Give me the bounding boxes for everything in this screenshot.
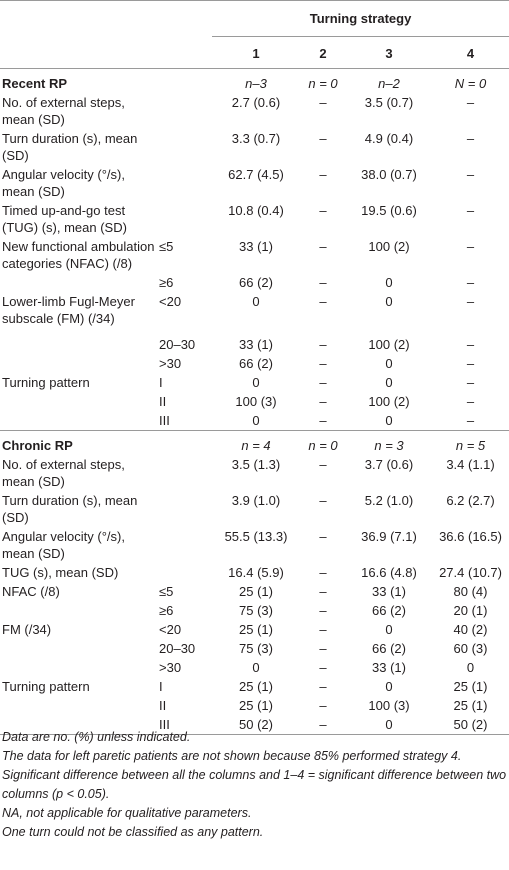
table-cell: – — [319, 375, 327, 390]
footnote: The data for left paretic patients are not shown because 85% performed strategy 4. — [2, 749, 462, 763]
table-row — [0, 328, 509, 354]
table-cell: – — [300, 715, 346, 735]
table-cell: – — [319, 660, 327, 675]
table-cell: – — [466, 275, 475, 290]
table-cell: 0 — [252, 660, 260, 675]
sample-size: n = 0 — [308, 76, 338, 91]
table-cell: 100 (3) — [368, 698, 410, 713]
table-cell: – — [319, 294, 327, 309]
table-cell: 0 — [385, 679, 393, 694]
column-header: 1 — [212, 37, 300, 69]
table-cell: – — [319, 95, 327, 110]
table-cell: – — [319, 493, 327, 508]
table-cell: – — [319, 457, 327, 472]
row-label — [0, 392, 155, 411]
table-cell: – — [319, 413, 327, 428]
table-cell: 5.2 (1.0) — [364, 493, 414, 508]
table-cell: 62.7 (4.5) — [228, 167, 284, 182]
table-cell: 55.5 (13.3) — [224, 529, 288, 544]
row-sublabel: <20 — [159, 622, 182, 637]
row-label — [0, 658, 155, 677]
table-cell: 40 (2) — [453, 622, 488, 637]
row-sublabel: ≤5 — [159, 239, 174, 254]
row-sublabel: I — [159, 375, 163, 390]
row-sublabel: II — [159, 698, 167, 713]
table-row — [0, 237, 509, 273]
table-cell: – — [466, 167, 475, 182]
table-cell: 33 (1) — [239, 239, 273, 254]
row-label — [0, 411, 155, 431]
row-sublabel — [155, 165, 212, 201]
row-label: Turn duration (s), mean (SD) — [2, 493, 138, 525]
table-cell: 36.6 (16.5) — [439, 529, 502, 544]
row-sublabel: II — [159, 394, 167, 409]
table-cell: 3.5 (1.3) — [231, 457, 281, 472]
table-cell: 2.7 (0.6) — [231, 95, 281, 110]
sample-size: N = 0 — [454, 76, 487, 91]
column-header: 2 — [300, 37, 346, 69]
row-label: Turning pattern — [2, 679, 90, 694]
table-cell: – — [466, 131, 475, 146]
table-cell: 75 (3) — [239, 641, 273, 656]
table-cell: – — [319, 603, 327, 618]
table-cell: – — [466, 203, 475, 218]
row-label — [0, 601, 155, 620]
table-cell: 66 (2) — [239, 356, 273, 371]
sample-size: n = 0 — [300, 431, 346, 456]
recent-section-row — [0, 69, 509, 94]
table-cell: – — [466, 95, 475, 110]
table-cell: 66 (2) — [372, 603, 406, 618]
table-cell: – — [319, 529, 327, 544]
table-cell: 0 — [385, 375, 393, 390]
row-label: No. of external steps, mean (SD) — [2, 457, 125, 489]
table-cell: 0 — [466, 660, 475, 675]
section-title: Chronic RP — [0, 431, 212, 456]
table-row — [0, 129, 509, 165]
table-cell: – — [319, 203, 327, 218]
row-sublabel: III — [155, 715, 212, 735]
table-cell: 16.4 (5.9) — [228, 565, 284, 580]
table-cell: 60 (3) — [453, 641, 488, 656]
footnote: Significant difference between all the columns and 1–4 = significant difference between two columns (p < 0.05). — [2, 768, 507, 801]
table-cell: – — [466, 239, 475, 254]
sample-size: n = 3 — [346, 431, 432, 456]
table-cell: – — [319, 275, 327, 290]
table-cell: – — [466, 356, 475, 371]
table-cell: – — [319, 641, 327, 656]
row-sublabel — [155, 129, 212, 165]
table-cell: 100 (2) — [368, 337, 410, 352]
row-sublabel — [155, 527, 212, 563]
table-cell: – — [466, 294, 475, 309]
table-row — [0, 292, 509, 328]
row-sublabel: ≤5 — [159, 584, 174, 599]
table-cell: – — [466, 394, 475, 409]
table-cell: 0 — [385, 356, 393, 371]
table-row — [0, 201, 509, 237]
chronic-section-row — [0, 431, 509, 456]
row-sublabel: III — [159, 413, 170, 428]
row-label: Angular velocity (°/s), mean (SD) — [2, 167, 125, 199]
row-sublabel: <20 — [159, 294, 182, 309]
row-sublabel: 20–30 — [159, 337, 196, 352]
table-cell: – — [319, 679, 327, 694]
sample-size: n = 5 — [432, 431, 509, 456]
table-cell: 25 (1) — [453, 679, 488, 694]
table-cell: 3.9 (1.0) — [231, 493, 281, 508]
row-sublabel — [155, 563, 212, 582]
header-columns-row — [0, 37, 509, 69]
table-cell: 36.9 (7.1) — [361, 529, 417, 544]
table-row — [0, 527, 509, 563]
footnote: Data are no. (%) unless indicated. — [2, 730, 191, 744]
table-row — [0, 93, 509, 129]
row-label: Angular velocity (°/s), mean (SD) — [2, 529, 125, 561]
row-sublabel: >30 — [159, 356, 182, 371]
table-row — [0, 601, 509, 620]
footnote: One turn could not be classified as any pattern. — [2, 825, 264, 839]
table-cell: – — [319, 584, 327, 599]
table-cell: 6.2 (2.7) — [446, 493, 495, 508]
table-cell: 100 (2) — [368, 394, 410, 409]
table-cell: 25 (1) — [239, 698, 273, 713]
table-row — [0, 491, 509, 527]
table-cell: – — [319, 565, 327, 580]
sample-size: n–3 — [245, 76, 267, 91]
table-cell: 0 — [346, 715, 432, 735]
table-cell: – — [319, 131, 327, 146]
row-label — [0, 328, 155, 354]
table-cell: 75 (3) — [239, 603, 273, 618]
table-cell: 0 — [252, 294, 260, 309]
row-label: FM (/34) — [2, 622, 52, 637]
table-cell: 66 (2) — [372, 641, 406, 656]
table-cell: 100 (3) — [235, 394, 277, 409]
table-row — [0, 273, 509, 292]
table-row — [0, 455, 509, 491]
table-cell: 3.4 (1.1) — [446, 457, 495, 472]
row-label: New functional ambulation categories (NFAC) (/8) — [2, 239, 155, 271]
table-cell: 3.5 (0.7) — [364, 95, 414, 110]
row-label: Turning pattern — [2, 375, 90, 390]
sample-size: n–2 — [378, 76, 400, 91]
row-label: Turn duration (s), mean (SD) — [2, 131, 138, 163]
table-row — [0, 354, 509, 373]
table-cell: 38.0 (0.7) — [361, 167, 417, 182]
row-sublabel: ≥6 — [159, 603, 174, 618]
table-row — [0, 373, 509, 392]
table-cell: 19.5 (0.6) — [361, 203, 417, 218]
table-cell: 0 — [385, 294, 393, 309]
table-row — [0, 696, 509, 715]
table-row — [0, 563, 509, 582]
row-sublabel — [155, 201, 212, 237]
table-cell: 0 — [252, 413, 260, 428]
row-label: Timed up-and-go test (TUG) (s), mean (SD) — [2, 203, 127, 235]
table-row — [0, 411, 509, 431]
table-row — [0, 165, 509, 201]
table-cell: – — [319, 698, 327, 713]
table-cell: – — [466, 337, 475, 352]
table-cell: 10.8 (0.4) — [228, 203, 284, 218]
row-label: No. of external steps, mean (SD) — [2, 95, 125, 127]
table-cell: – — [319, 337, 327, 352]
row-label — [0, 273, 155, 292]
column-group-title: Turning strategy — [212, 1, 509, 37]
table-cell: – — [466, 375, 475, 390]
table-cell: 50 (2) — [212, 715, 300, 735]
table-cell: 66 (2) — [239, 275, 273, 290]
row-label — [0, 354, 155, 373]
table-cell: 33 (1) — [239, 337, 273, 352]
table-cell: 33 (1) — [372, 584, 406, 599]
table-cell: 25 (1) — [239, 679, 273, 694]
table-cell: 0 — [385, 413, 393, 428]
table-cell: 25 (1) — [239, 622, 273, 637]
table-cell: – — [319, 394, 327, 409]
table-row — [0, 639, 509, 658]
table-cell: 16.6 (4.8) — [361, 565, 417, 580]
table-row — [0, 620, 509, 639]
column-header: 4 — [432, 37, 509, 69]
row-sublabel: 20–30 — [159, 641, 196, 656]
table-footnotes — [2, 728, 507, 842]
table-cell: 0 — [385, 275, 393, 290]
row-sublabel: I — [159, 679, 163, 694]
row-label — [0, 696, 155, 715]
table-cell: – — [319, 622, 327, 637]
row-label — [0, 639, 155, 658]
row-sublabel — [155, 93, 212, 129]
header-group-row — [0, 1, 509, 37]
table-row — [0, 658, 509, 677]
footnote: NA, not applicable for qualitative parameters. — [2, 806, 252, 820]
row-label: TUG (s), mean (SD) — [2, 565, 119, 580]
row-sublabel — [155, 455, 212, 491]
table-row — [0, 392, 509, 411]
table-cell: – — [319, 356, 327, 371]
table-cell: 80 (4) — [453, 584, 488, 599]
sample-size: n = 4 — [212, 431, 300, 456]
table-cell: 33 (1) — [372, 660, 406, 675]
section-title: Recent RP — [2, 76, 68, 91]
table-cell: 4.9 (0.4) — [364, 131, 414, 146]
row-label: NFAC (/8) — [2, 584, 60, 599]
table-cell: 25 (1) — [453, 698, 488, 713]
table-cell: – — [319, 167, 327, 182]
row-sublabel: ≥6 — [159, 275, 174, 290]
table-cell: – — [466, 413, 475, 428]
table-row — [0, 677, 509, 696]
table-cell: 27.4 (10.7) — [439, 565, 502, 580]
row-sublabel — [155, 491, 212, 527]
row-sublabel: >30 — [159, 660, 182, 675]
table-cell: 0 — [252, 375, 260, 390]
table-cell: 50 (2) — [432, 715, 509, 735]
table-cell: 20 (1) — [453, 603, 488, 618]
table-cell: 25 (1) — [239, 584, 273, 599]
table-row — [0, 582, 509, 601]
table-cell: 0 — [385, 622, 393, 637]
table-cell: 100 (2) — [368, 239, 410, 254]
column-header: 3 — [346, 37, 432, 69]
row-label: Lower-limb Fugl-Meyer subscale (FM) (/34) — [2, 294, 135, 326]
table-cell: 3.3 (0.7) — [231, 131, 281, 146]
table-cell: – — [319, 239, 327, 254]
table-cell: 3.7 (0.6) — [364, 457, 414, 472]
